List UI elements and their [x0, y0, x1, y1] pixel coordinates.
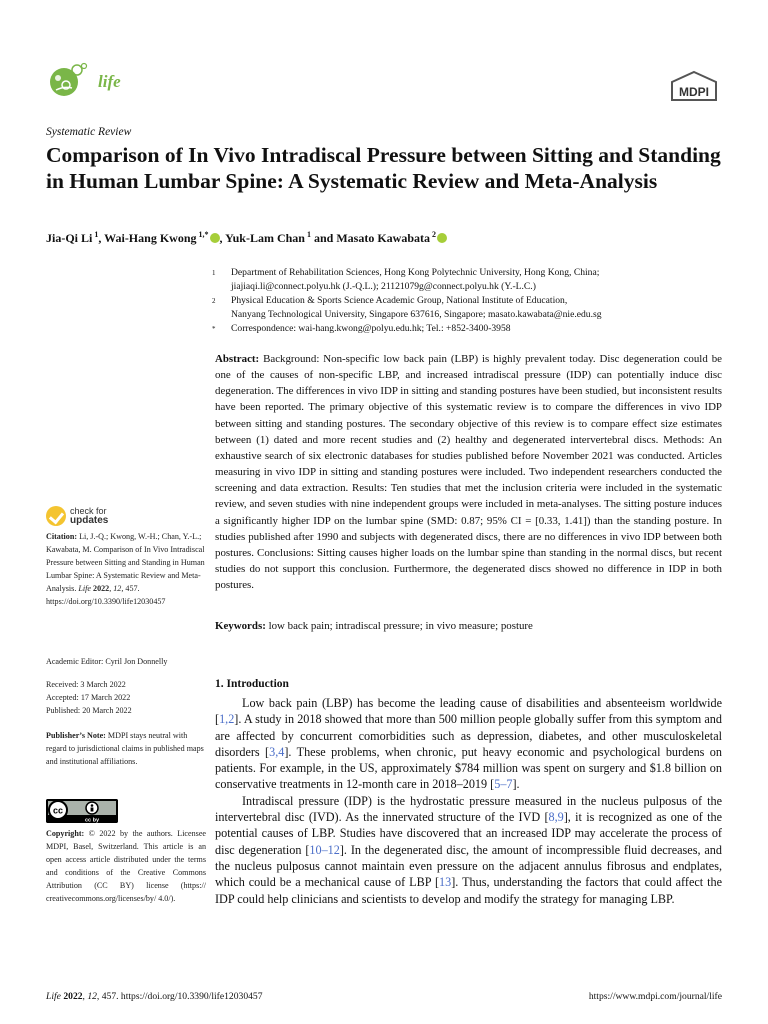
abstract-text: Background: Non-specific low back pain (LBP) is highly prevalent today. Disc degeneration could be one of the causes of non-specific LBP, and increased intradiscal pressure (IDP) can potentially induce disc degeneration. The differences in vivo IDP in sitting and standing postures have been studied, but inconsistent results have been reported. The primary objective of this systematic review is to compare the differences in vivo IDP between sitting and standing postures. The secondary objective of this review is to compare effect size estimates between (1) dated and more recent studies and (2) healthy and degenerated intervertebral discs. Methods: An exhaustive search of six electronic databases for studies published before November 2021 was conducted. Articles measuring in vivo IDP in sitting and standing postures were included. Two independent researchers conducted the screening and data extraction. Results: Ten studies that met the inclusion criteria were included in the systematic review, and seven studies with nine independent groups were included in meta-analyses. The sitting posture induces a significantly higher IDP on the lumbar spine (SMD: 0.87; 95% CI = [0.33, 1.41]) than the standing posture. In studies published after 1990 and subjects with degenerated discs, there are no differences in vivo IDP between both postures. Conclusions: Sitting causes higher loads on the lumbar spine than standing in the normal discs, but recent studies do not support this conclusion. Furthermore, the degenerated discs showed no difference in IDP in both postures.: [215, 353, 722, 592]
publisher-note-text: MDPI stays neutral with regard to jurisdictional claims in published maps and institutional affiliations.: [46, 731, 204, 766]
citation-label: Citation:: [46, 532, 78, 541]
reference-link[interactable]: 13: [439, 875, 452, 890]
affiliation-line: Department of Rehabilitation Sciences, Hong Kong Polytechnic University, Hong Kong, China;: [231, 267, 600, 278]
copyright-notice: [46, 827, 206, 905]
footer-volume: 12: [87, 991, 97, 1002]
check-updates-label-1: check for: [70, 506, 107, 516]
check-updates-icon: [46, 506, 66, 526]
section-heading-introduction: 1. Introduction: [215, 678, 289, 690]
footer-journal: Life: [46, 991, 61, 1002]
cc-by-license-icon[interactable]: [46, 799, 118, 823]
citation-block: Citation: Li, J.-Q.; Kwong, W.-H.; Chan, Y.-L.; Kawabata, M. Comparison of In Vivo Intradiscal Pressure between Sitting and Standing in Human Lumbar Spine: A Systematic Review and Meta-Analysis. Life 2022, 12, 457. https://doi.org/10.3390/life12030457: [46, 532, 205, 606]
affiliation-text: [231, 294, 602, 322]
citation-volume: 12: [113, 584, 122, 593]
copyright-text: © 2022 by the authors. Licensee MDPI, Basel, Switzerland. This article is an open access article distributed under the terms and conditions of the Creative Commons Attribution (CC BY) license (https:// creativecommons.org/licenses/by/ 4.0/).: [46, 829, 207, 903]
affiliation-line: Correspondence: wai-hang.kwong@polyu.edu.hk; Tel.: +852-3400-3958: [231, 323, 511, 334]
date-accepted: Accepted: 17 March 2022: [46, 693, 131, 702]
mdpi-logo-icon: [666, 70, 722, 104]
footer-citation: Life 2022, 12, 457. https://doi.org/10.3390/life12030457: [46, 991, 263, 1002]
affiliation-mark: 2: [212, 297, 216, 305]
affiliation-text: [231, 266, 599, 294]
svg-text:cc: cc: [52, 805, 64, 816]
author-affiliation-mark: 2: [430, 230, 437, 239]
affiliation-item: [212, 294, 732, 322]
intro-paragraph-1: Low back pain (LBP) has become the leading cause of disabilities and absenteeism worldwide [1,2]. A study in 2018 showed that more than 500 million people globally suffer from this symptom and are affected by concurrent comorbidities such as depression, diabetes, and other musculoskeletal disorders [3,4]. These problems, when chronic, put heavy economic and psychological burdens on patients. For example, in the US, approximately $784 million was spent on surgery and $1.8 billion on conservative treatments in 12-month care in 2018–2019 [5–7].: [215, 696, 722, 792]
affiliation-item: [212, 322, 732, 336]
academic-editor: Academic Editor: Cyril Jon Donnelly: [46, 657, 168, 666]
introduction-body: [215, 695, 722, 907]
author-name[interactable]: Wai-Hang Kwong: [104, 231, 197, 245]
footer-doi[interactable]: , 457. https://doi.org/10.3390/life12030457: [96, 991, 263, 1002]
author-affiliation-mark: 1: [304, 230, 311, 239]
copyright-label: Copyright:: [46, 829, 85, 838]
journal-name: life: [98, 72, 121, 91]
citation-doi[interactable]: , 457. https://doi.org/10.3390/life12030457: [46, 584, 166, 606]
footer-year: 2022: [63, 991, 83, 1002]
keywords: [215, 618, 722, 634]
publisher-note-label: Publisher’s Note:: [46, 731, 106, 740]
reference-link[interactable]: 8,9: [548, 810, 564, 825]
check-updates-label-2: updates: [70, 515, 109, 526]
citation-journal: Life: [78, 584, 91, 593]
author-name[interactable]: Jia-Qi Li: [46, 231, 93, 245]
affiliation-line: jiajiaqi.li@connect.polyu.hk (J.-Q.L.); 21121079g@connect.polyu.hk (Y.-L.C.): [231, 281, 536, 292]
reference-link[interactable]: 10–12: [309, 842, 340, 857]
abstract-label: Abstract:: [215, 353, 260, 365]
affiliations: [212, 266, 732, 336]
author-affiliation-mark: 1,*: [196, 230, 209, 239]
publication-dates: [46, 678, 206, 717]
affiliation-mark: *: [212, 325, 216, 333]
affiliation-item: [212, 266, 732, 294]
page-title: Comparison of In Vivo Intradiscal Pressure between Sitting and Standing in Human Lumbar Spine: A Systematic Review and Meta-Analysis: [46, 143, 721, 193]
citation-text: Li, J.-Q.; Kwong, W.-H.; Chan, Y.-L.; Kawabata, M. Comparison of In Vivo Intradiscal Pressure between Sitting and Standing in Human Lumbar Spine: A Systematic Review and Meta-Analysis.: [46, 532, 205, 593]
date-published: Published: 20 March 2022: [46, 706, 132, 715]
affiliation-mark: 1: [212, 269, 216, 277]
affiliation-text: [231, 322, 511, 336]
reference-link[interactable]: 1,2: [219, 712, 235, 727]
intro-paragraph-2: Intradiscal pressure (IDP) is the hydrostatic pressure measured in the nucleus pulposus of the intervertebral disc (IVD). As the innervated structure of the IVD [8,9], it is recognized as one of the potential causes of LBP. Studies have discovered that an increased IDP may accelerate the process of disc degeneration [10–12]. In the degenerated disc, the amount of incompressible fluid decreases, and the nucleus pulposus cannot maintain even pressure on the adjacent annulus fibrosus and endplates, which could be a mechanical cause of LBP [13]. Thus, understanding the factors that could affect the IDP could help clinicians and scientists to develop and modify the strategy for managing LBP.: [215, 793, 722, 906]
affiliation-line: Nanyang Technological University, Singapore 637616, Singapore; masato.kawabata@nie.edu.sg: [231, 309, 602, 320]
orcid-icon[interactable]: [210, 233, 220, 243]
reference-link[interactable]: 3,4: [269, 744, 285, 759]
check-for-updates-button[interactable]: [46, 506, 166, 530]
publisher-note: [46, 729, 206, 768]
orcid-icon[interactable]: [437, 233, 447, 243]
author-name[interactable]: Yuk-Lam Chan: [225, 231, 305, 245]
license-badge-text: cc by: [84, 817, 100, 823]
date-received: Received: 3 March 2022: [46, 680, 126, 689]
author-name[interactable]: Masato Kawabata: [336, 231, 431, 245]
affiliation-line: Physical Education & Sports Science Academic Group, National Institute of Education,: [231, 295, 568, 306]
author-list: Jia-Qi Li $^1$, Wai-Hang Kwong $^{1,*}$ , Yuk-Lam Chan $^1$ and Masato Kawabata $^2$: [46, 227, 736, 246]
reference-link[interactable]: 5–7: [494, 777, 513, 792]
abstract: [215, 351, 722, 593]
footer-journal-url[interactable]: https://www.mdpi.com/journal/life: [588, 991, 722, 1002]
publisher-name: MDPI: [679, 85, 709, 99]
journal-logo-icon: [46, 58, 90, 102]
keywords-text: low back pain; intradiscal pressure; in vivo measure; posture: [268, 620, 533, 632]
article-type: Systematic Review: [46, 126, 132, 138]
author-affiliation-mark: 1: [92, 230, 99, 239]
citation-year: 2022: [93, 584, 110, 593]
keywords-label: Keywords:: [215, 620, 266, 632]
